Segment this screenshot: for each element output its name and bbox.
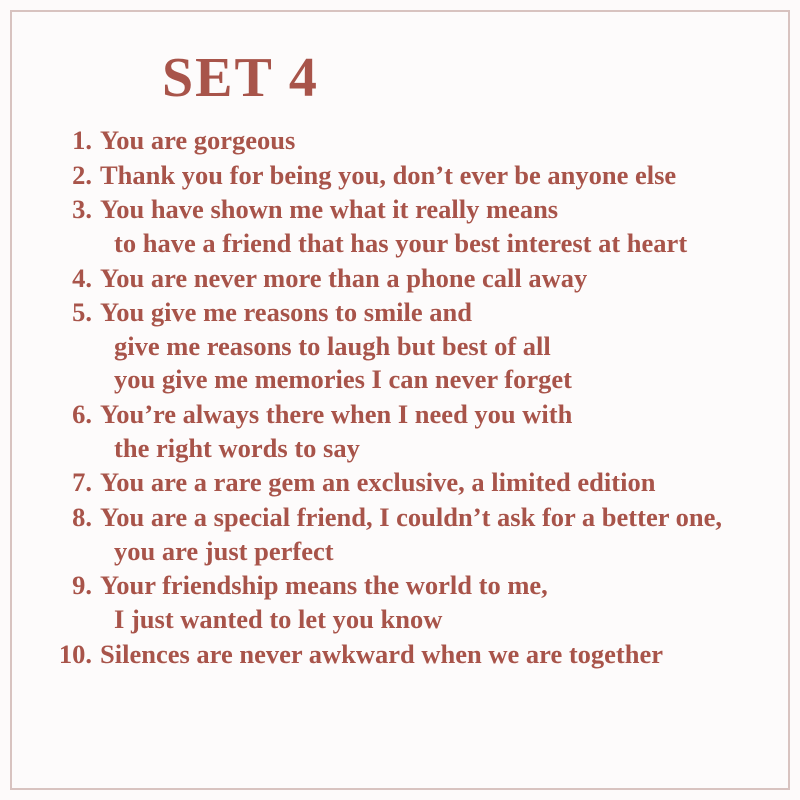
list-item-text [100, 501, 758, 568]
list-item-number: 5. [72, 297, 92, 328]
list-item-text [100, 569, 758, 636]
list-item-text [100, 124, 758, 158]
list-item-number: 7. [72, 467, 92, 498]
list-item [42, 296, 758, 397]
list-item-text [100, 296, 758, 397]
list-item-line: You are a special friend, I couldn’t ask for a better one, [100, 502, 722, 533]
list-item-text [100, 398, 758, 465]
page-title: SET 4 [162, 47, 319, 109]
list-item-line: I just wanted to let you know [114, 603, 443, 634]
list-item [42, 466, 758, 500]
list-item-text [100, 159, 758, 193]
list-item-number: 6. [72, 399, 92, 430]
list-item-text [100, 262, 758, 296]
list-item-line: You’re always there when I need you with [100, 399, 573, 430]
list-item-number: 3. [72, 194, 92, 225]
list-item-line: You are never more than a phone call away [100, 262, 588, 293]
list-item-line: You are a rare gem an exclusive, a limited edition [100, 467, 656, 498]
list-item-line: You give me reasons to smile and [100, 297, 472, 328]
list-item-line: give me reasons to laugh but best of all [114, 330, 551, 361]
list-item-line: Silences are never awkward when we are together [100, 638, 664, 669]
list-item-line: to have a friend that has your best interest at heart [114, 227, 688, 258]
list-item-text [100, 193, 758, 260]
page-content [12, 12, 788, 788]
list-item-line: Your friendship means the world to me, [100, 570, 548, 601]
list-item-text [100, 638, 758, 672]
list-item [42, 569, 758, 636]
list-item [42, 159, 758, 193]
list-item-number: 10. [58, 638, 92, 669]
list-item-text [100, 466, 758, 500]
list-item-number: 8. [72, 502, 92, 533]
page-border-frame [10, 10, 790, 790]
list-item-number: 9. [72, 570, 92, 601]
list-item-number: 1. [72, 125, 92, 155]
list-item [42, 262, 758, 296]
list-item-number: 4. [72, 262, 92, 293]
list-item [42, 501, 758, 568]
list-item-line: You have shown me what it really means [100, 194, 559, 225]
quote-list [42, 124, 758, 671]
list-item-line: you are just perfect [114, 535, 334, 566]
list-item [42, 124, 758, 158]
list-item [42, 193, 758, 260]
list-item-number: 2. [72, 159, 92, 190]
list-item-line: the right words to say [114, 432, 360, 463]
list-item-line: you give me memories I can never forget [114, 364, 572, 395]
list-item-line: Thank you for being you, don’t ever be anyone else [100, 159, 677, 190]
list-item-line: You are gorgeous [100, 125, 296, 155]
list-item [42, 398, 758, 465]
list-item [42, 638, 758, 672]
